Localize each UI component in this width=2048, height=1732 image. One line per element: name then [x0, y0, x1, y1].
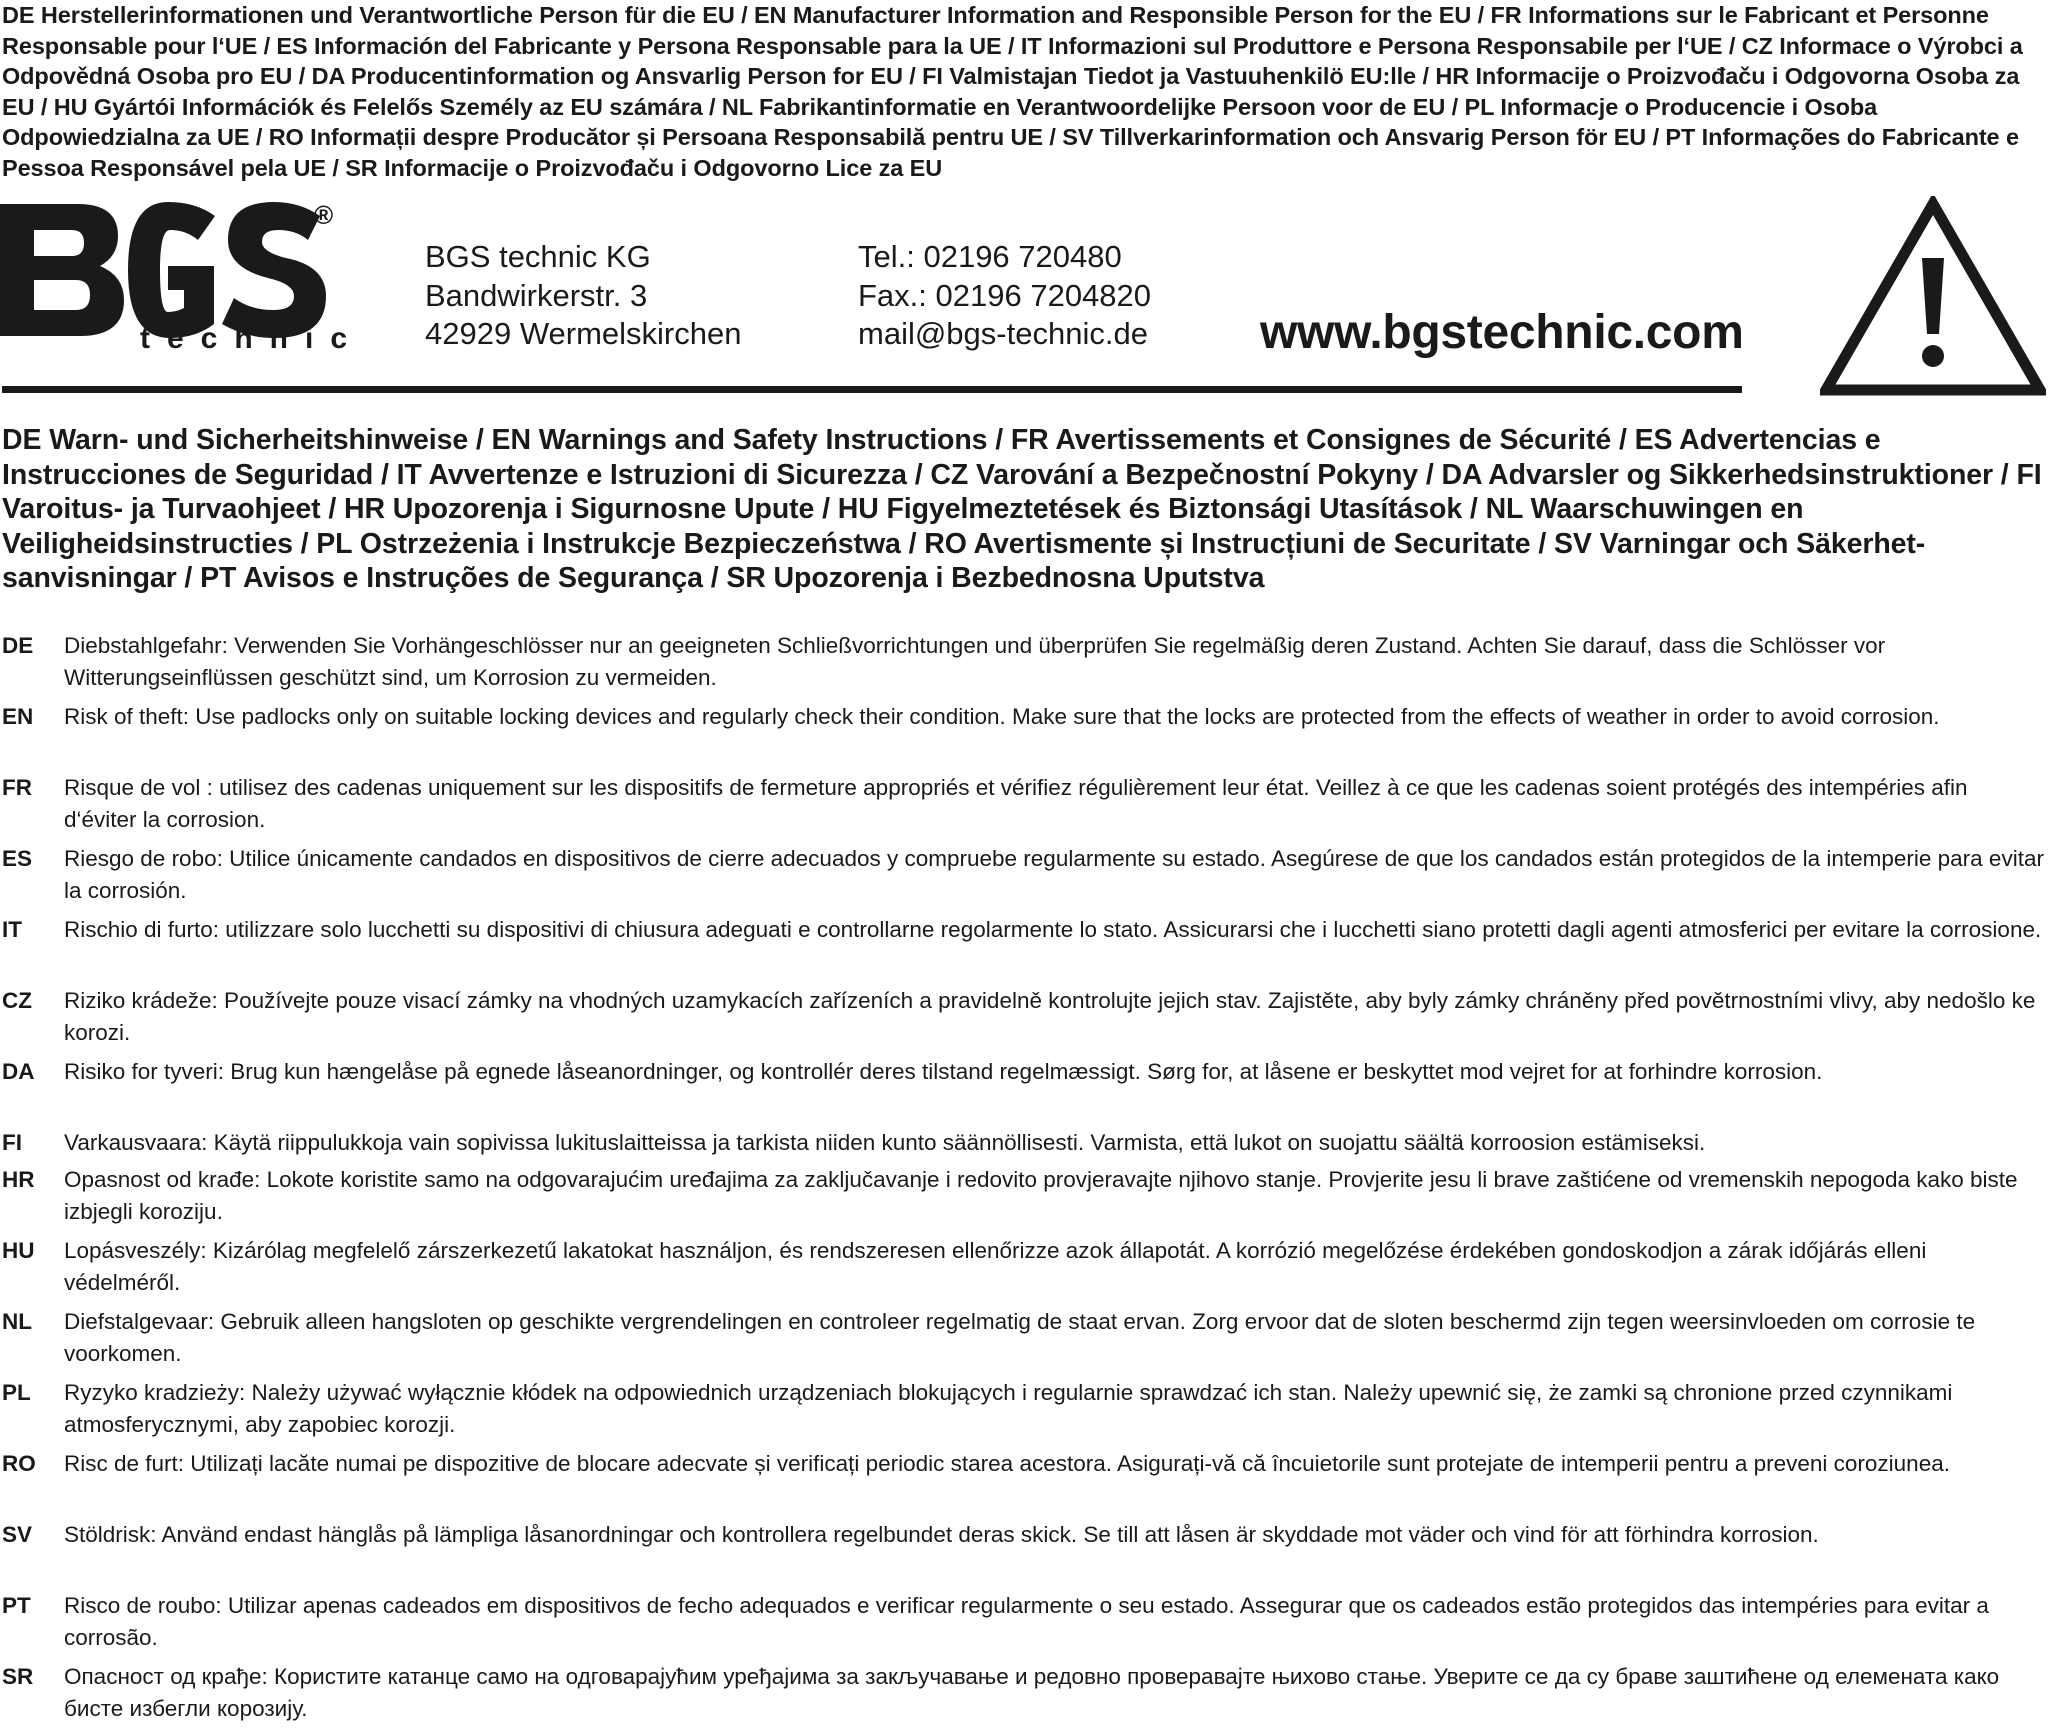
- entry-text: Risiko for tyveri: Brug kun hængelåse på egnede låseanordninger, og kontrollér deres tilstand regelmæssigt. Sørg for, at låsene er beskyttet mod vejret for at forhindre korrosion.: [64, 1059, 1823, 1084]
- list-item: [0, 1377, 2048, 1448]
- address-line: 42929 Wermelskirchen: [425, 316, 742, 351]
- company-contact: [858, 238, 1151, 354]
- entry-text: Risc de furt: Utilizați lacăte numai pe dispozitive de blocare adecvate și verificați periodic starea acestora. Asigurați-vă că încuietorile sunt protejate de intemperii pentru a preveni coroziunea.: [64, 1451, 1950, 1476]
- email-address[interactable]: mail@bgs-technic.de: [858, 316, 1148, 351]
- language-code: HR: [2, 1167, 35, 1192]
- list-item: [0, 701, 2048, 772]
- language-code: DE: [2, 633, 34, 658]
- language-code: FI: [2, 1130, 22, 1155]
- entry-text: Risque de vol : utilisez des cadenas uniquement sur les dispositifs de fermeture appropriés et vérifiez régulièrement leur état. Veillez à ce que les cadenas soient protégés des intempéries afin d‘éviter la corrosion.: [64, 775, 1968, 832]
- manufacturer-info-heading: DE Herstellerinformationen und Verantwortliche Person für die EU / EN Manufacturer Information and Responsible Person for the EU / FR Informations sur le Fabricant et Personne Responsable pour l‘UE / ES Información del Fabricante y Persona Responsable para la UE / IT Informazioni sul Produttore e Persona Responsabile per l‘UE / CZ Informace o Výrobci a Odpovědná Osoba pro EU / DA Producentinformation og Ansvarlig Person for EU / FI Valmistajan Tiedot ja Vastuuhenkilö EU:lle / HR Informacije o Proizvođaču i Odgovorna Osoba za EU / HU Gyártói Információk és Felelős Személy az EU számára / NL Fabrikantinformatie en Verantwoordelijke Persoon voor de EU / PL Informacje o Producencie i Osoba Odpowiedzialna za UE / RO Informații despre Producător și Persoana Responsabilă pentru UE / SV Tillverkarinformation och Ansvarig Person för EU / PT Informações do Fabricante e Pessoa Responsável pela UE / SR Informacije o Proizvođaču i Odgovorno Lice za EU: [2, 2, 2023, 181]
- language-code: ES: [2, 846, 33, 871]
- entry-text: Risco de roubo: Utilizar apenas cadeados em dispositivos de fecho adequados e verificar regularmente o seu estado. Assegurar que os cadeados estão protegidos das intempéries para evitar a corrosão.: [64, 1593, 1989, 1650]
- language-code: SR: [2, 1664, 34, 1689]
- language-code: FR: [2, 775, 32, 800]
- entry-text: Opasnost od krađe: Lokote koristite samo na odgovarajućim uređajima za zaključavanje i redovito provjeravajte njihovo stanje. Provjerite jesu li brave zaštićene od vremenskih nepogoda kako biste izbjegli koroziju.: [64, 1167, 2018, 1224]
- divider: [2, 386, 1742, 393]
- language-code: PT: [2, 1593, 31, 1618]
- list-item: [0, 1306, 2048, 1377]
- list-item: [0, 1590, 2048, 1661]
- list-item: [0, 1661, 2048, 1732]
- list-item: [0, 914, 2048, 985]
- list-item: [0, 1235, 2048, 1306]
- safety-entries-list: [0, 630, 2048, 1732]
- list-item: [0, 1056, 2048, 1127]
- company-address: [425, 238, 741, 354]
- entry-text: Ryzyko kradzieży: Należy używać wyłącznie kłódek na odpowiednich urządzeniach blokujących i regularnie sprawdzać ich stan. Należy upewnić się, że zamki są chronione przed czynnikami atmosferycznymi, aby zapobiec korozji.: [64, 1380, 1953, 1437]
- list-item: [0, 985, 2048, 1056]
- language-code: RO: [2, 1451, 36, 1476]
- entry-text: Risk of theft: Use padlocks only on suitable locking devices and regularly check their condition. Make sure that the locks are protected from the effects of weather in order to avoid corrosion.: [64, 704, 1940, 729]
- list-item: [0, 1448, 2048, 1519]
- language-code: NL: [2, 1309, 32, 1334]
- entry-text: Rischio di furto: utilizzare solo lucchetti su dispositivi di chiusura adeguati e controllarne regolarmente lo stato. Assicurarsi che i lucchetti siano protetti dagli agenti atmosferici per evitare la corrosione.: [64, 917, 2042, 942]
- logo-subtitle: technic: [140, 322, 365, 355]
- language-code: SV: [2, 1522, 33, 1547]
- entry-text: Diebstahlgefahr: Verwenden Sie Vorhängeschlösser nur an geeigneten Schließvorrichtungen und überprüfen Sie regelmäßig deren Zustand. Achten Sie darauf, dass die Schlösser vor Witterungseinflüssen geschützt sind, um Korrosion zu vermeiden.: [64, 633, 1886, 690]
- list-item: [0, 772, 2048, 843]
- language-code: CZ: [2, 988, 32, 1013]
- list-item: [0, 1519, 2048, 1590]
- fax-number: Fax.: 02196 7204820: [858, 277, 1152, 313]
- safety-instructions-heading: DE Warn- und Sicherheitshinweise / EN Warnings and Safety Instructions / FR Avertissements et Consignes de Sécurité / ES Advertencias e Instrucciones de Seguridad / IT Avvertenze e Istruzioni di Sicurezza / CZ Varování a Bezpečnostní Pokyny / DA Advarsler og Sikkerhedsinstruktioner / FI Varoitus- ja Turvaohjeet / HR Upozorenja i Sigurnosne Upute / HU Figyelmeztetések és Biztonsági Utasítások / NL Waarschuwingen en Veiligheidsinstructies / PL Ostrzeżenia i Instrukcje Bezpieczeństwa / RO Avertismente și Instrucțiuni de Securitate / SV Varningar och Säkerhetsanvisningar / PT Avisos e Instruções de Segurança / SR Upozorenja i Bezbednosna Uputstva: [2, 424, 2042, 595]
- entry-text: Riesgo de robo: Utilice únicamente candados en dispositivos de cierre adecuados y compruebe regularmente su estado. Asegúrese de que los candados están protegidos de la intemperie para evitar la corrosión.: [64, 846, 2044, 903]
- phone-number: Tel.: 02196 720480: [858, 239, 1122, 274]
- entry-text: Riziko krádeže: Používejte pouze visací zámky na vhodných uzamykacích zařízeních a pravidelně kontrolujte jejich stav. Zajistěte, aby byly zámky chráněny před povětrnostními vlivy, aby nedošlo ke korozi.: [64, 988, 2036, 1045]
- address-line: BGS technic KG: [425, 239, 651, 274]
- language-code: DA: [2, 1059, 35, 1084]
- entry-text: Опасност од крађе: Користите катанце само на одговарајућим уређајима за закључавање и редовно проверавајте њихово стање. Уверите се да су браве заштићене од елемената како бисте избегли корозију.: [64, 1664, 2000, 1721]
- list-item: [0, 843, 2048, 914]
- list-item: [0, 630, 2048, 701]
- address-line: Bandwirkerstr. 3: [425, 277, 648, 313]
- language-code: IT: [2, 917, 22, 942]
- warning-triangle-icon: [1820, 196, 2046, 398]
- list-item: [0, 1127, 2048, 1164]
- language-code: EN: [2, 704, 34, 729]
- website-link[interactable]: www.bgstechnic.com: [1260, 306, 1744, 359]
- language-code: PL: [2, 1380, 31, 1405]
- entry-text: Diefstalgevaar: Gebruik alleen hangsloten op geschikte vergrendelingen en controleer regelmatig de staat ervan. Zorg ervoor dat de sloten beschermd zijn tegen weersinvloeden om corrosie te voorkomen.: [64, 1309, 1976, 1366]
- entry-text: Lopásveszély: Kizárólag megfelelő zárszerkezetű lakatokat használjon, és rendszeresen ellenőrizze azok állapotát. A korrózió megelőzése érdekében gondoskodjon a zárak időjárás elleni védelméről.: [64, 1238, 1927, 1295]
- entry-text: Stöldrisk: Använd endast hänglås på lämpliga låsanordningar och kontrollera regelbundet deras skick. Se till att låsen är skyddade mot väder och vind för att förhindra korrosion.: [64, 1522, 1819, 1547]
- language-code: HU: [2, 1238, 35, 1263]
- list-item: [0, 1164, 2048, 1235]
- entry-text: Varkausvaara: Käytä riippulukkoja vain sopivissa lukituslaitteissa ja tarkista niiden kunto säännöllisesti. Varmista, että lukot on suojattu säältä korroosion estämiseksi.: [64, 1130, 1706, 1155]
- registered-mark: ®: [314, 200, 334, 230]
